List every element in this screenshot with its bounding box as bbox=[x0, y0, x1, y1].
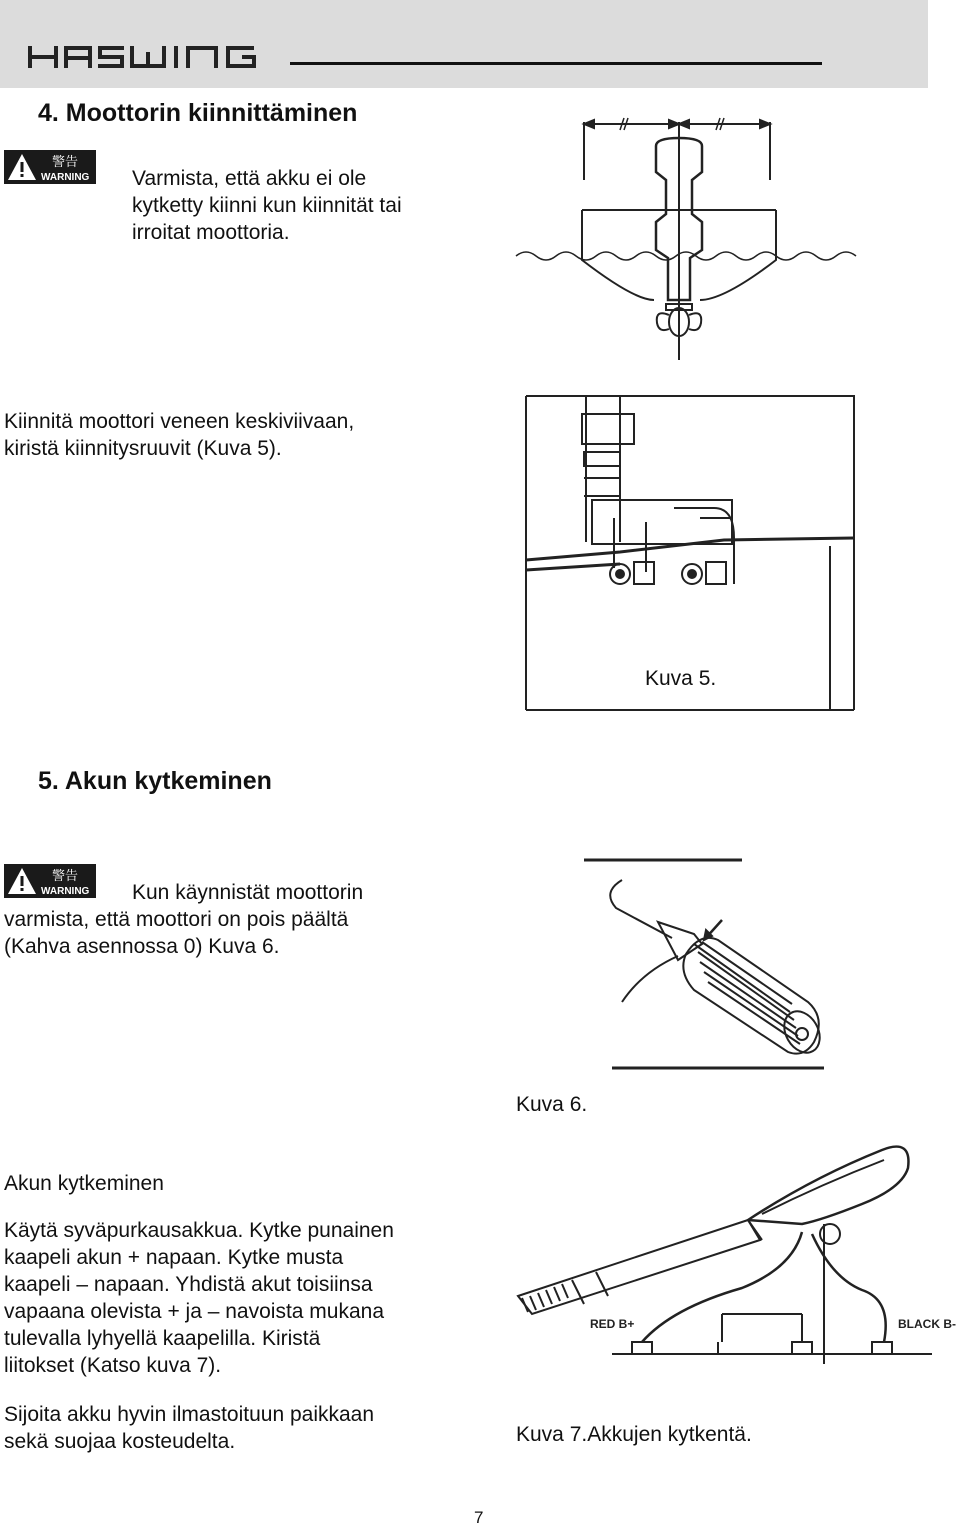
text-line: (Kahva asennossa 0) Kuva 6. bbox=[4, 935, 280, 958]
text-line: vapaana olevista + ja – navoista mukana bbox=[4, 1300, 384, 1323]
battery-subheading: Akun kytkeminen bbox=[4, 1172, 164, 1195]
text-line: Kiinnitä moottori veneen keskiviivaan, bbox=[4, 410, 355, 433]
warning-label: WARNING bbox=[41, 886, 90, 897]
section-5-warning-text bbox=[4, 906, 348, 960]
text-line: varmista, että moottori on pois päältä bbox=[4, 908, 349, 931]
warning-cjk-text: 警告 bbox=[52, 155, 79, 170]
page-number: 7 bbox=[474, 1508, 484, 1527]
text-line: kaapeli – napaan. Yhdistä akut toisiinsa bbox=[4, 1273, 373, 1296]
text-line: kytketty kiinni kun kiinnität tai bbox=[132, 194, 402, 217]
text-line: kaapeli akun + napaan. Kytke musta bbox=[4, 1246, 344, 1269]
figure-5-caption: Kuva 5. bbox=[645, 667, 717, 690]
section-4-instructions bbox=[4, 408, 354, 462]
text-line: kiristä kiinnitysruuvit (Kuva 5). bbox=[4, 437, 282, 460]
section-5-warning-first-line: Kun käynnistät moottorin bbox=[132, 881, 364, 904]
warning-icon bbox=[4, 150, 96, 184]
throttle-handle-figure bbox=[582, 852, 832, 1078]
battery-wiring-figure bbox=[512, 1128, 960, 1364]
red-terminal-label: RED B+ bbox=[590, 1317, 635, 1331]
boat-alignment-figure bbox=[514, 110, 866, 372]
section-4-warning-text bbox=[132, 165, 402, 246]
figure-6-caption: Kuva 6. bbox=[516, 1093, 588, 1116]
section-4-heading: 4. Moottorin kiinnittäminen bbox=[38, 99, 358, 127]
text-line: irroitat moottoria. bbox=[132, 221, 290, 244]
text-line: tulevalla lyhyellä kaapelilla. Kiristä bbox=[4, 1327, 321, 1350]
text-line: Sijoita akku hyvin ilmastoituun paikkaan bbox=[4, 1403, 375, 1426]
header-rule bbox=[290, 62, 822, 65]
battery-paragraph bbox=[4, 1217, 394, 1379]
text-line: Varmista, että akku ei ole bbox=[132, 167, 367, 190]
warning-icon bbox=[4, 864, 96, 898]
text-line: sekä suojaa kosteudelta. bbox=[4, 1430, 236, 1453]
warning-label: WARNING bbox=[41, 172, 90, 183]
text-line: Käytä syväpurkausakkua. Kytke punainen bbox=[4, 1219, 394, 1242]
black-terminal-label: BLACK B- bbox=[898, 1317, 956, 1331]
closing-paragraph bbox=[4, 1401, 374, 1455]
haswing-logo bbox=[26, 42, 286, 72]
text-line: liitokset (Katso kuva 7). bbox=[4, 1354, 222, 1377]
warning-cjk-text: 警告 bbox=[52, 869, 79, 884]
section-5-heading: 5. Akun kytkeminen bbox=[38, 767, 272, 795]
figure-7-caption: Kuva 7.Akkujen kytkentä. bbox=[516, 1423, 752, 1446]
clamp-mount-figure bbox=[524, 392, 860, 714]
